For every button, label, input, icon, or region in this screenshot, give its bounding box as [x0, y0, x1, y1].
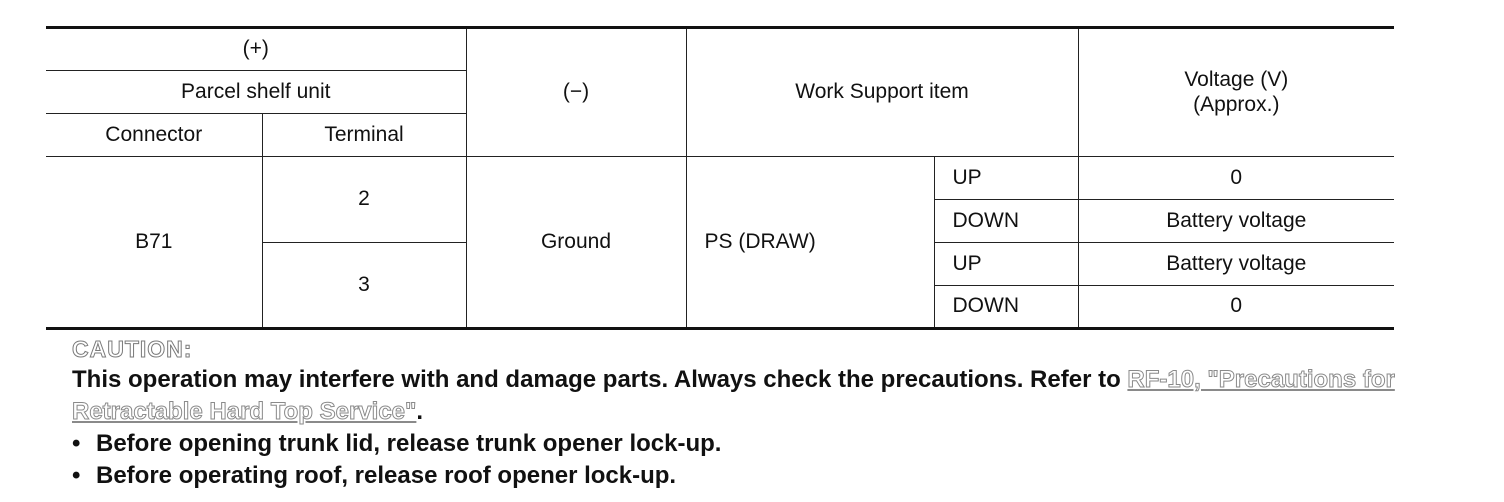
caution-period: .	[416, 398, 424, 425]
ground-cell: Ground	[466, 157, 686, 329]
header-voltage-line2: (Approx.)	[1193, 92, 1280, 116]
connector-cell: B71	[46, 157, 262, 329]
header-connector: Connector	[46, 114, 262, 157]
position-cell: UP	[934, 243, 1078, 286]
terminal-cell: 2	[262, 157, 466, 243]
voltage-check-table	[46, 26, 1394, 330]
caution-text	[72, 364, 1452, 428]
header-terminal: Terminal	[262, 114, 466, 157]
position-cell: UP	[934, 157, 1078, 200]
precautions-link[interactable]: RF-10, "Precautions for Retractable Hard Top Service"	[72, 366, 1395, 425]
table-row	[46, 157, 1394, 200]
header-voltage	[1078, 28, 1394, 157]
work-support-cell: PS (DRAW)	[686, 157, 934, 329]
caution-block	[72, 334, 1452, 492]
voltage-cell: 0	[1078, 157, 1394, 200]
header-plus: (+)	[46, 28, 466, 71]
voltage-cell: 0	[1078, 286, 1394, 329]
position-cell: DOWN	[934, 200, 1078, 243]
position-cell: DOWN	[934, 286, 1078, 329]
bullet-text: Before opening trunk lid, release trunk opener lock-up.	[96, 430, 722, 457]
caution-title: CAUTION:	[72, 336, 193, 362]
header-work-support-item: Work Support item	[686, 28, 1078, 157]
voltage-cell: Battery voltage	[1078, 243, 1394, 286]
caution-bullet-list	[72, 428, 1452, 492]
header-minus: (−)	[466, 28, 686, 157]
bullet-icon: •	[72, 430, 81, 457]
list-item	[72, 428, 1452, 460]
list-item	[72, 460, 1452, 492]
caution-body: This operation may interfere with and damage parts. Always check the precautions. Refer to	[72, 366, 1128, 393]
voltage-cell: Battery voltage	[1078, 200, 1394, 243]
terminal-cell: 3	[262, 243, 466, 329]
bullet-icon: •	[72, 462, 81, 489]
bullet-text: Before operating roof, release roof opener lock-up.	[96, 462, 677, 489]
header-parcel-shelf-unit: Parcel shelf unit	[46, 71, 466, 114]
header-voltage-line1: Voltage (V)	[1184, 68, 1289, 92]
